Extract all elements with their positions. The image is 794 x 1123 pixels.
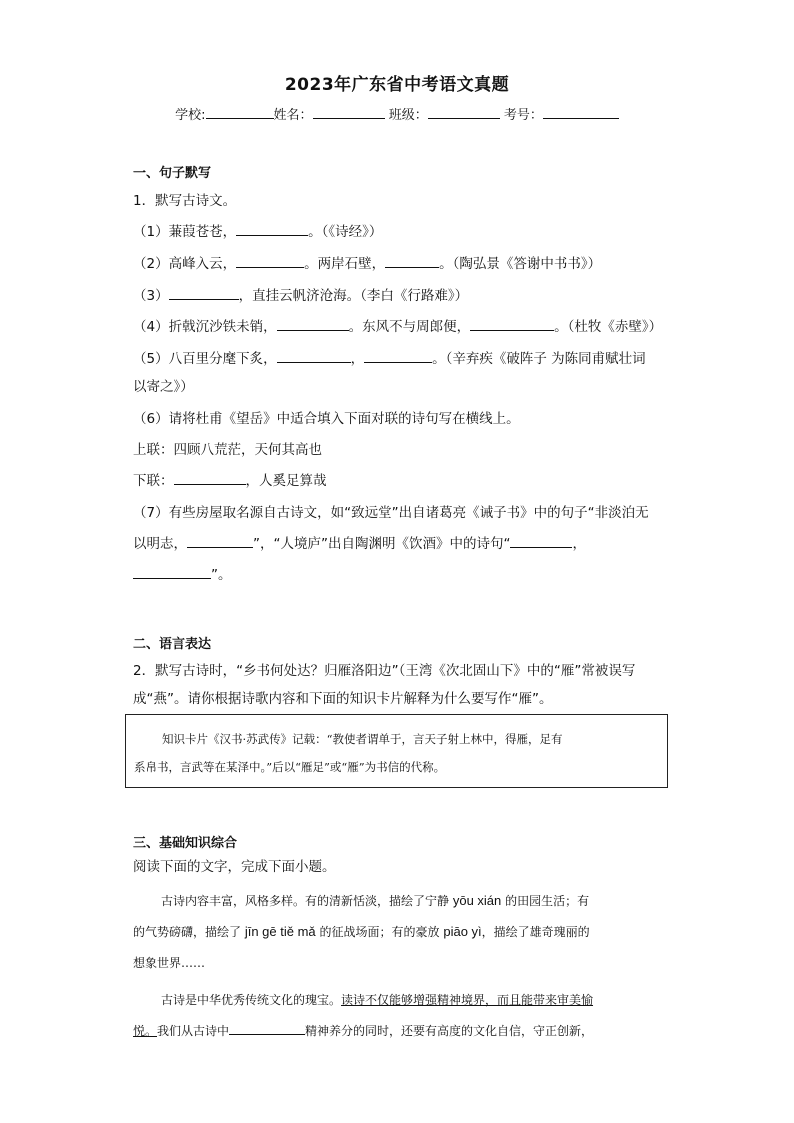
pinyin: yōu xián [452,893,502,908]
answer-blank[interactable] [187,535,253,548]
q1-item3: （3） ，直挂云帆济沧海。（李白《行路难》） [133,288,469,304]
card-line: 知识卡片《汉书·苏武传》记载：“教使者谓单于，言天子射上林中，得雁，足有 [162,732,563,746]
q1-item4: （4）折戟沉沙铁未销， 。东风不与周郎便， 。（杜牧《赤壁》） [133,319,663,335]
page-title: 2023年广东省中考语文真题 [284,75,510,95]
class-label: 班级： [388,108,428,123]
school-label: 学校: [175,108,206,123]
answer-blank[interactable] [229,1022,305,1035]
couplet-lower: 下联： ，人奚足算哉 [133,473,327,489]
answer-blank[interactable] [174,472,246,485]
passage-line: 悦。我们从古诗中 精神养分的同时，还要有高度的文化自信，守正创新， [133,1024,594,1038]
pinyin: jīn gē tiě mǎ [244,924,316,939]
section2-heading: 二、语言表达 [133,637,212,652]
passage-line: 的气势磅礴，描绘了 jīn gē tiě mǎ 的征战场面；有的豪放 piāo yì，描绘了雄奇瑰丽的 [133,924,590,939]
section3-heading: 三、基础知识综合 [133,836,238,851]
underlined-sentence: 读诗不仅能够增强精神境界，而且能带来审美愉 [341,993,594,1007]
underlined-sentence: 悦。 [133,1024,158,1038]
q1-item1: （1）蒹葭苍苍， 。（《诗经》） [133,224,383,240]
q1-item5: （5）八百里分麾下炙， ， 。（辛弃疾《破阵子 为陈同甫赋壮词 [133,351,646,367]
exam-number-blank[interactable] [543,106,619,119]
answer-blank[interactable] [236,255,304,268]
pinyin: piāo yì [443,924,482,939]
answer-blank[interactable] [133,566,211,579]
section1-heading: 一、句子默写 [133,166,212,181]
class-blank[interactable] [428,106,500,119]
passage-line: 古诗内容丰富，风格多样。有的清新恬淡，描绘了宁静 yōu xián 的田园生活；有 [161,893,590,908]
passage-line: 想象世界…… [133,956,206,970]
answer-blank[interactable] [385,255,439,268]
name-blank[interactable] [313,106,385,119]
answer-blank[interactable] [169,287,239,300]
couplet-upper: 上联：四顾八荒茫，天何其高也 [133,442,322,458]
answer-blank[interactable] [470,318,554,331]
exam-number-label: 考号： [503,108,543,123]
q1-item7: （7）有些房屋取名源自古诗文，如“致远堂”出自诸葛亮《诫子书》中的句子“非淡泊无 [133,505,649,521]
q1-item5-cont: 以寄之》） [133,379,194,395]
question2-prompt-cont: 成“燕”。请你根据诗歌内容和下面的知识卡片解释为什么要写作“雁”。 [133,691,553,707]
question2-prompt: 2．默写古诗时，“乡书何处达？归雁洛阳边”（王湾《次北固山下》中的“雁”常被误写 [133,663,636,679]
q1-item2: （2）高峰入云， 。两岸石壁， 。（陶弘景《答谢中书书》） [133,256,602,272]
reading-intro: 阅读下面的文字，完成下面小题。 [133,859,336,875]
name-label: 姓名： [273,108,313,123]
passage-line: 古诗是中华优秀传统文化的瑰宝。读诗不仅能够增强精神境界，而且能带来审美愉 [161,993,594,1007]
school-blank[interactable] [206,106,274,119]
answer-blank[interactable] [510,535,572,548]
knowledge-card [125,714,668,788]
student-info-line [0,104,794,123]
card-line: 系帛书，言武等在某泽中。”后以“雁足”或“雁”为书信的代称。 [134,760,446,774]
question1-prompt: 1．默写古诗文。 [133,193,237,209]
q1-item7-cont2: ”。 [133,566,232,584]
q1-item6: （6）请将杜甫《望岳》中适合填入下面对联的诗句写在横线上。 [133,411,520,427]
answer-blank[interactable] [364,350,432,363]
answer-blank[interactable] [236,223,308,236]
answer-blank[interactable] [277,318,349,331]
q1-item7-cont: 以明志， ”，“人境庐”出自陶渊明《饮酒》中的诗句“ ， [133,536,586,552]
answer-blank[interactable] [277,350,351,363]
